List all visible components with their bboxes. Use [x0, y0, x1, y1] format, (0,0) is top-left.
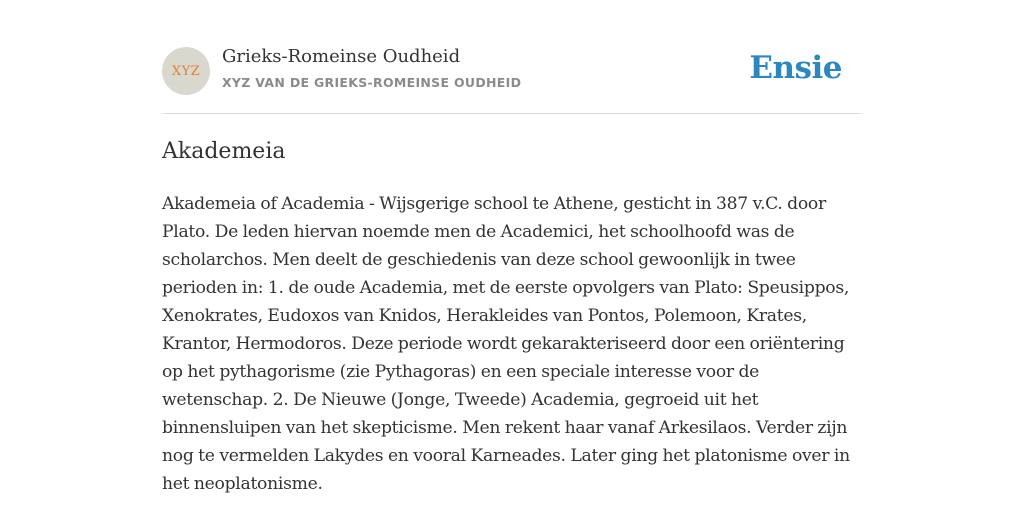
page-container: [162, 0, 862, 512]
article-body: Akademeia of Academia - Wijsgerige school te Athene, gesticht in 387 v.C. door Plato. De leden hiervan noemde men de Academici, het schoolhoofd was de scholarchos. Men deelt de geschiedenis van deze school gewoonlijk in twee perioden in: 1. de oude Academia, met de eerste opvolgers van Plato: Speusippos, Xenokrates, Eudoxos van Knidos, Herakleides van Pontos, Polemoon, Krates, Krantor, Hermodoros. Deze periode wordt gekarakteriseerd door een oriëntering op het pythagorisme (zie Pythagoras) en een speciale interesse voor de wetenschap. 2. De Nieuwe (Jonge, Tweede) Academia, gegroeid uit het binnensluipen van het skepticisme. Men rekent haar vanaf Arkesilaos. Verder zijn nog te vermelden Lakydes en vooral Karneades. Later ging het platonisme over in het neoplatonisme.: [162, 194, 850, 494]
header-divider: [162, 113, 862, 114]
brand-logo[interactable]: Ensie: [749, 50, 842, 86]
header: [162, 46, 862, 96]
article-title: Akademeia: [162, 139, 286, 164]
source-title[interactable]: Grieks-Romeinse Oudheid: [222, 46, 461, 67]
source-subtitle[interactable]: XYZ VAN DE GRIEKS-ROMEINSE OUDHEID: [222, 75, 522, 90]
source-avatar[interactable]: [162, 47, 210, 95]
avatar-text: XYZ: [171, 63, 201, 79]
